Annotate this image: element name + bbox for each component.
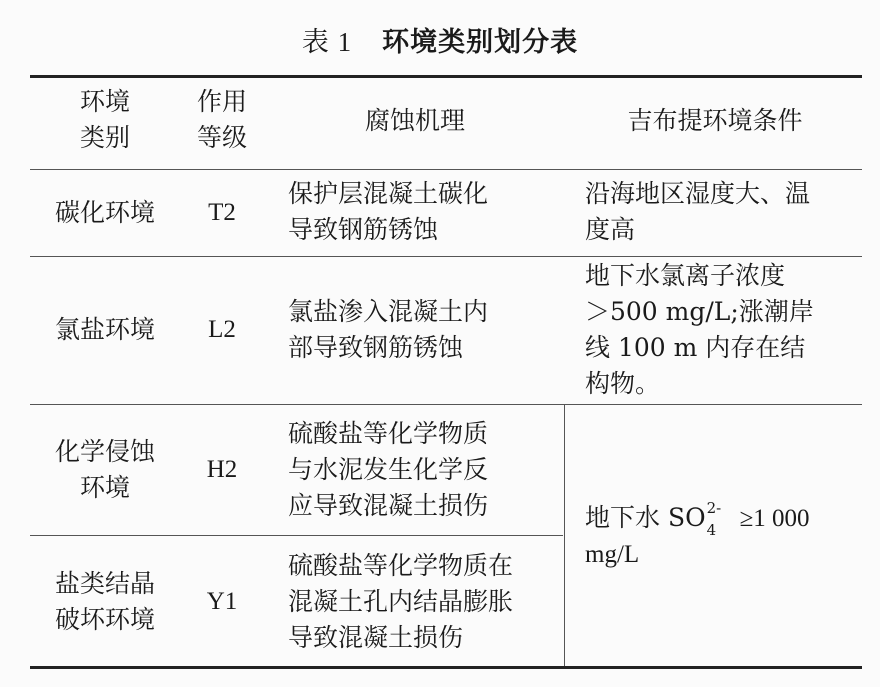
row4-category: 盐类结晶 破坏环境 — [54, 569, 155, 634]
row2-grade: L2 — [208, 316, 236, 343]
row3-category: 化学侵蚀 环境 — [54, 437, 155, 502]
row4-grade: Y1 — [206, 588, 238, 615]
sulfate-indices: 2- 4 — [706, 499, 722, 539]
header-condition: 吉布提环境条件 — [627, 106, 803, 135]
header-category: 环境 类别 — [79, 87, 130, 152]
row-rule-2 — [30, 404, 862, 405]
merged-condition — [585, 500, 855, 573]
header-rule — [30, 169, 862, 170]
row3-mechanism: 硫酸盐等化学物质 与水泥发生化学反 应导致混凝土损伤 — [288, 419, 489, 520]
row2-mechanism: 氯盐渗入混凝土内 部导致钢筋锈蚀 — [288, 297, 489, 362]
caption-title: 环境类别划分表 — [382, 27, 579, 58]
row2-category: 氯盐环境 — [54, 315, 155, 344]
row2-condition: 地下水氯离子浓度 ＞500 mg/L;涨潮岸 线 100 m 内存在结 构物。 — [585, 261, 814, 398]
row4-mechanism: 硫酸盐等化学物质在 混凝土孔内结晶膨胀 导致混凝土损伤 — [288, 551, 514, 652]
row1-mechanism: 保护层混凝土碳化 导致钢筋锈蚀 — [288, 179, 489, 244]
bottom-rule — [30, 666, 862, 669]
condition-prefix: 地下水 SO — [585, 503, 706, 532]
condition-unit: mg/L — [585, 541, 640, 568]
header-grade: 作用 等级 — [196, 87, 247, 152]
merged-cell-divider — [564, 404, 565, 666]
row-rule-1 — [30, 256, 862, 257]
top-rule — [30, 75, 862, 78]
header-mechanism: 腐蚀机理 — [364, 106, 465, 135]
row-rule-3 — [30, 535, 563, 536]
caption-number: 表 1 — [301, 27, 353, 57]
condition-suffix: ≥1 000 — [739, 505, 810, 532]
row1-condition: 沿海地区湿度大、温 度高 — [585, 179, 811, 244]
row1-category: 碳化环境 — [54, 198, 155, 227]
row3-grade: H2 — [206, 456, 238, 483]
table-caption — [0, 20, 880, 59]
row1-grade: T2 — [208, 199, 236, 226]
